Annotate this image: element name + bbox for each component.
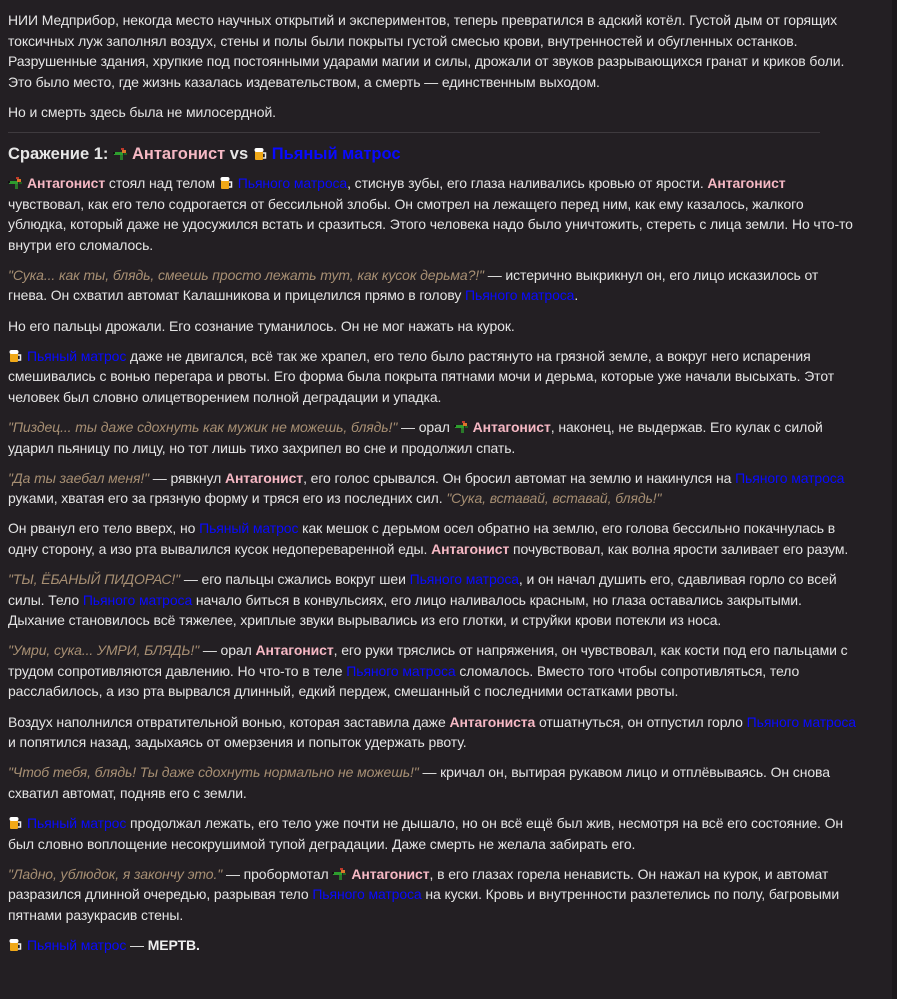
quote-text: "Чтоб тебя, блядь! Ты даже сдохнуть нормально не можешь!"	[8, 764, 419, 781]
narrative-paragraph	[8, 569, 860, 631]
battle-narrative	[8, 173, 860, 956]
text: продолжал лежать, его тело уже почти не дышало, но он всё ещё был жив, несмотря на всё его состояние. Он был словно воплощение несокрушимой тупой деградации. Даже смерть не желала забирать его.	[8, 814, 844, 852]
text: чувствовал, как его тело содрогается от бессильной злобы. Он смотрел на лежащего перед ним, как ему казалось, жалкого ублюдка, который даже не удосужился встать и сразиться. Этого человека надо было уничтожить, стереть с лица земли. Но что-то внутри его сломалось.	[8, 195, 853, 253]
narrative-paragraph	[8, 518, 860, 559]
quote-text: "Да ты заебал меня!"	[8, 469, 149, 486]
status-text: МЕРТВ.	[147, 936, 200, 953]
drunk-sailor-name: Пьяного матроса	[409, 570, 519, 587]
quote-text: "Сука, вставай, вставай, блядь!"	[446, 490, 662, 507]
battle-title	[8, 143, 860, 165]
gun-icon	[113, 145, 128, 159]
drunk-sailor-name: Пьяный матрос	[27, 347, 127, 364]
narrative-paragraph	[8, 468, 860, 509]
text: как мешок с дерьмом осел обратно на землю, его голова бессильно покачнулась в одну сторону, а изо рта вывалился кусок недопереваренной еды.	[8, 520, 836, 557]
antagonist-name: Антагонист	[224, 469, 304, 486]
text: на куски. Кровь и внутренности разлетелись по полу, багровыми пятнами разукрасив стены.	[8, 886, 840, 923]
antagonist-name: Антагонист	[255, 642, 334, 659]
text: —	[126, 936, 148, 953]
drunk-sailor-name: Пьяного матроса	[82, 591, 193, 608]
text: Но и смерть здесь была не милосердной.	[8, 103, 276, 120]
text: Воздух наполнился отвратительной вонью, которая заставила даже	[8, 713, 450, 730]
drunk-sailor-name: Пьяного матроса	[465, 287, 575, 304]
text: , в его глазах горела ненависть. Он нажал на курок, и автомат разразился длинной очередью, разрывая тело	[8, 865, 829, 903]
text: , его руки тряслись от напряжения, он чувствовал, как кости под его пальцами с трудом сопротивляются давлению. Но что-то в теле	[8, 642, 848, 679]
text: — пробормотал	[222, 865, 333, 882]
beer-icon	[219, 175, 234, 189]
quote-text: "Сука... как ты, блядь, смеешь просто лежать тут, как кусок дерьма?!"	[8, 266, 484, 283]
text: .	[574, 287, 579, 304]
narrative-paragraph	[8, 864, 860, 926]
text: , его голос срывался. Он бросил автомат на землю и накинулся на	[303, 469, 736, 486]
text: — его пальцы сжались вокруг шеи	[180, 570, 410, 587]
text: сломалось. Вместо того чтобы сопротивляться, тело расслабилось, а изо рта вырвался длинный, едкий пердеж, смешанный с последними остатками рвоты.	[8, 662, 800, 700]
text: vs	[225, 144, 253, 163]
beer-icon	[8, 937, 23, 951]
narrative-paragraph	[8, 173, 860, 255]
narrative-paragraph	[8, 712, 860, 753]
quote-text: "Пиздец... ты даже сдохнуть как мужик не можешь, блядь!"	[8, 418, 398, 435]
quote-text: "Ладно, ублюдок, я закончу это."	[8, 865, 223, 882]
gun-icon	[8, 175, 23, 189]
drunk-sailor-name: Пьяный матрос	[199, 520, 299, 537]
text: Но его пальцы дрожали. Его сознание туманилось. Он не мог нажать на курок.	[8, 317, 515, 334]
text: начало биться в конвульсиях, его лицо наливалось красным, но глаза оставались закрытыми. Дыхание становилось всё тяжелее, хриплые звуки вырывались из его глотки, и струйки крови потекли из носа.	[8, 591, 802, 629]
quote-text: "Умри, сука... УМРИ, БЛЯДЬ!"	[8, 642, 200, 659]
narrative-paragraph	[8, 762, 860, 803]
narrative-paragraph	[8, 265, 860, 306]
narrative-paragraph	[8, 417, 860, 458]
text: и попятился назад, задыхаясь от омерзения и попыток удержать рвоту.	[8, 734, 467, 751]
antagonist-name: Антагонист	[472, 418, 551, 435]
text: , стиснув зубы, его глаза наливались кровью от ярости.	[347, 174, 708, 191]
beer-icon	[8, 815, 23, 829]
divider	[8, 132, 820, 133]
gun-icon	[332, 866, 347, 880]
drunk-sailor-name: Пьяный матрос	[271, 144, 401, 163]
narrative-paragraph	[8, 640, 860, 702]
text: стоял над телом	[105, 174, 219, 191]
drunk-sailor-name: Пьяного матроса	[746, 713, 856, 730]
intro-section	[8, 10, 860, 122]
text: — рявкнул	[149, 469, 225, 486]
scrollbar[interactable]	[892, 0, 897, 999]
text: почувствовал, как волна ярости заливает его разум.	[509, 540, 849, 557]
intro-paragraph	[8, 102, 860, 123]
narrative-paragraph	[8, 813, 860, 854]
drunk-sailor-name: Пьяного матроса	[237, 174, 348, 191]
drunk-sailor-name: Пьяного матроса	[735, 469, 845, 486]
text: — истерично выкрикнул он, его лицо исказилось от гнева. Он схватил автомат Калашникова и прицелился прямо в голову	[8, 266, 819, 304]
narrative-paragraph	[8, 935, 860, 956]
text: — орал	[199, 642, 256, 659]
drunk-sailor-name: Пьяного матроса	[312, 886, 422, 903]
antagonist-name: Антагониста	[449, 713, 536, 730]
beer-icon	[8, 348, 23, 362]
text: Сражение 1:	[8, 144, 113, 163]
text: Он рванул его тело вверх, но	[8, 520, 200, 537]
narrative-paragraph	[8, 346, 860, 408]
text: даже не двигался, всё так же храпел, его тело было растянуто на грязной земле, а вокруг него испарения смешивались с вонью перегара и рвоты. Его форма была покрыта пятнами мочи и дерьма, которые уже начали высыхать. Этот человек был словно олицетворением полной деградации и упадка.	[8, 347, 835, 405]
narrative-paragraph	[8, 316, 860, 337]
intro-paragraph	[8, 10, 860, 92]
beer-icon	[253, 145, 268, 159]
drunk-sailor-name: Пьяный матрос	[27, 936, 127, 953]
antagonist-name: Антагонист	[27, 174, 106, 191]
text: — орал	[397, 418, 454, 435]
quote-text: "ТЫ, ЁБАНЫЙ ПИДОРАС!"	[8, 570, 181, 587]
drunk-sailor-name: Пьяный матрос	[27, 814, 127, 831]
text: руками, хватая его за грязную форму и тряся его из последних сил.	[8, 490, 447, 507]
drunk-sailor-name: Пьяного матроса	[346, 662, 456, 679]
text: НИИ Медприбор, некогда место научных открытий и экспериментов, теперь превратился в адский котёл. Густой дым от горящих токсичных луж заполнял воздух, стены и полы были покрыты густой смесью крови, внутренностей и обугленных останков. Разрушенные здания, хрупкие под постоянными ударами магии и силы, дрожали от звуков разрывающихся гранат и криков боли. Это было место, где жизнь казалась издевательством, а смерть — единственным выходом.	[8, 12, 845, 90]
text: отшатнуться, он отпустил горло	[535, 713, 747, 730]
antagonist-name: Антагонист	[431, 540, 510, 557]
antagonist-name: Антагонист	[707, 174, 786, 191]
gun-icon	[454, 419, 469, 433]
antagonist-name: Антагонист	[131, 144, 226, 163]
battle-log	[8, 10, 860, 965]
text: , и он начал душить его, сдавливая горло со всей силы. Тело	[8, 570, 837, 608]
text: , наконец, не выдержав. Его кулак с силой ударил пьяницу по лицу, но тот лишь тихо захрипел во сне и продолжил спать.	[8, 418, 823, 456]
antagonist-name: Антагонист	[351, 865, 430, 882]
text: — кричал он, вытирая рукавом лицо и отплёвываясь. Он снова схватил автомат, подняв его с земли.	[8, 764, 830, 801]
